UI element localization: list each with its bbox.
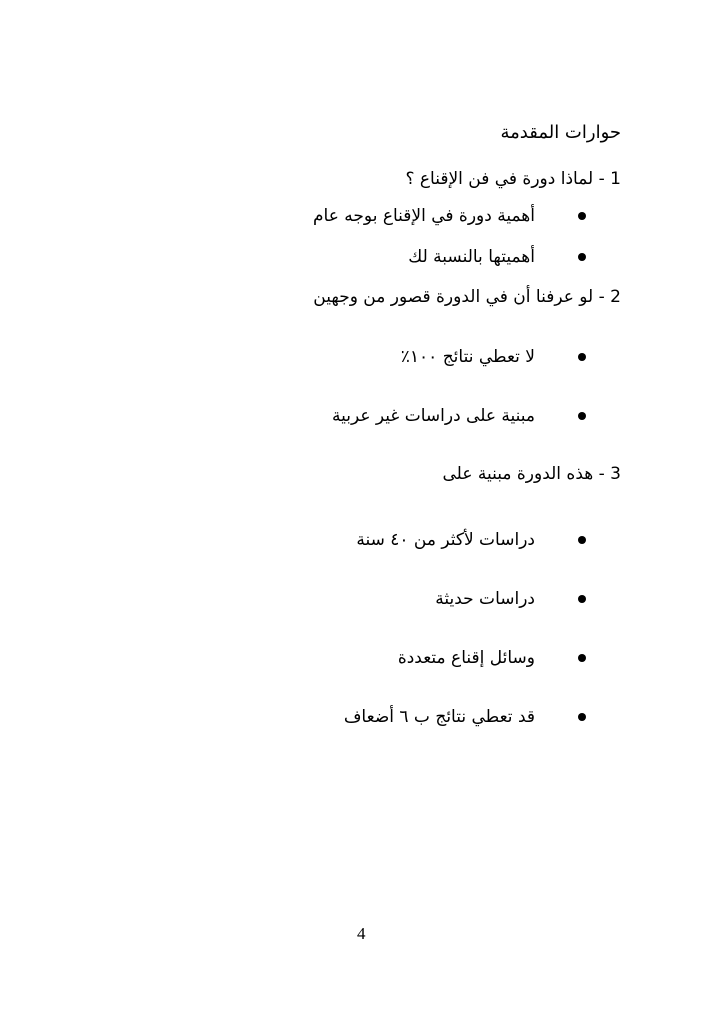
bullet-item: لا تعطي نتائج ١٠٠٪ [400,347,535,367]
bullet-item: قد تعطي نتائج ب ٦ أضعاف [343,707,535,727]
bullet-item: دراسات حديثة [435,589,535,609]
bullet-dot [578,654,586,662]
bullet-dot [578,595,586,603]
bullet-dot [578,713,586,721]
bullet-item: وسائل إقناع متعددة [397,648,535,668]
bullet-dot [578,536,586,544]
bullet-dot [578,253,586,261]
bullet-item: أهمية دورة في الإقناع بوجه عام [313,206,535,226]
bullet-item: أهميتها بالنسبة لك [408,247,535,267]
bullet-dot [578,412,586,420]
question-3: 3 - هذه الدورة مبنية على [442,464,621,484]
bullet-item: دراسات لأكثر من ٤٠ سنة [356,530,535,550]
question-2: 2 - لو عرفنا أن في الدورة قصور من وجهين [313,287,621,307]
bullet-item: مبنية على دراسات غير عربية [332,406,535,426]
page-number: 4 [357,924,366,943]
bullet-dot [578,353,586,361]
question-1: 1 - لماذا دورة في فن الإقناع ؟ [405,169,621,189]
page-heading: حوارات المقدمة [500,122,621,143]
bullet-dot [578,212,586,220]
